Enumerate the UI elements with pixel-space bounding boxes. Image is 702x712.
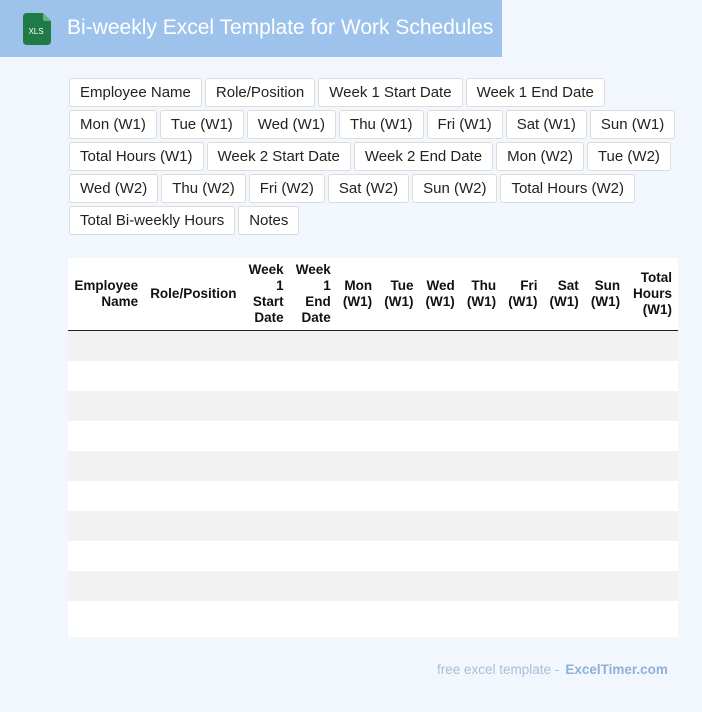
table-cell[interactable] [461,541,502,571]
table-cell[interactable] [585,511,626,541]
table-cell[interactable] [290,571,337,601]
table-cell[interactable] [626,571,678,601]
column-chip[interactable]: Thu (W1) [339,110,424,139]
column-chip[interactable]: Employee Name [69,78,202,107]
table-cell[interactable] [461,391,502,421]
table-cell[interactable] [626,511,678,541]
table-cell[interactable] [502,481,543,511]
table-cell[interactable] [144,511,242,541]
column-chip[interactable]: Fri (W1) [427,110,503,139]
table-cell[interactable] [68,541,144,571]
table-cell[interactable] [502,511,543,541]
column-header[interactable]: Week 1 Start Date [242,258,289,331]
table-cell[interactable] [502,541,543,571]
table-row [68,421,678,451]
table-row [68,601,678,631]
column-chip[interactable]: Fri (W2) [249,174,325,203]
table-row [68,571,678,601]
table-cell[interactable] [337,361,378,391]
table-cell[interactable] [378,541,419,571]
table-cell[interactable] [378,481,419,511]
table-cell[interactable] [378,391,419,421]
table-cell[interactable] [461,571,502,601]
column-tag-list [69,78,689,235]
table-cell[interactable] [543,421,584,451]
table-cell[interactable] [337,421,378,451]
column-chip[interactable]: Notes [238,206,299,235]
table-cell[interactable] [419,421,460,451]
column-chip[interactable]: Wed (W1) [247,110,336,139]
table-cell[interactable] [337,571,378,601]
table-cell[interactable] [626,451,678,481]
column-chip[interactable]: Week 2 Start Date [207,142,351,171]
column-header[interactable]: Role/Position [144,258,242,331]
table-cell[interactable] [626,541,678,571]
column-chip[interactable]: Wed (W2) [69,174,158,203]
table-cell[interactable] [242,571,289,601]
table-cell[interactable] [543,361,584,391]
table-cell[interactable] [290,361,337,391]
column-header[interactable]: Sun (W1) [585,258,626,331]
table-row [68,361,678,391]
table-cell[interactable] [290,511,337,541]
xls-icon-label: XLS [28,27,44,36]
table-cell[interactable] [144,601,242,631]
table-cell[interactable] [419,361,460,391]
table-cell[interactable] [585,361,626,391]
table-cell[interactable] [543,511,584,541]
table-cell[interactable] [502,421,543,451]
table-cell[interactable] [585,571,626,601]
table-cell[interactable] [290,481,337,511]
table-cell[interactable] [144,571,242,601]
column-chip[interactable]: Total Hours (W1) [69,142,204,171]
column-header[interactable]: Sat (W1) [543,258,584,331]
table-cell[interactable] [543,541,584,571]
column-chip[interactable]: Tue (W2) [587,142,671,171]
table-cell[interactable] [378,511,419,541]
footer-brand-link[interactable]: ExcelTimer.com [565,662,668,677]
table-cell[interactable] [144,541,242,571]
column-header[interactable]: Wed (W1) [419,258,460,331]
table-cell[interactable] [585,481,626,511]
column-chip[interactable]: Total Hours (W2) [500,174,635,203]
table-cell[interactable] [419,391,460,421]
table-cell[interactable] [543,571,584,601]
table-cell[interactable] [144,361,242,391]
table-cell[interactable] [626,391,678,421]
table-cell[interactable] [68,331,144,362]
table-row [68,391,678,421]
table-cell[interactable] [68,391,144,421]
table-cell[interactable] [585,541,626,571]
table-cell[interactable] [144,481,242,511]
table-cell[interactable] [68,361,144,391]
table-cell[interactable] [461,481,502,511]
table-cell[interactable] [461,511,502,541]
table-cell[interactable] [502,361,543,391]
table-cell[interactable] [337,601,378,631]
table-cell[interactable] [68,421,144,451]
table-cell[interactable] [502,571,543,601]
column-header[interactable]: Fri (W1) [502,258,543,331]
table-cell[interactable] [337,511,378,541]
table-cell[interactable] [337,331,378,362]
table-cell[interactable] [378,361,419,391]
table-cell[interactable] [68,601,144,631]
column-chip[interactable]: Mon (W2) [496,142,584,171]
table-cell[interactable] [242,391,289,421]
table-cell[interactable] [419,451,460,481]
column-header[interactable]: Thu (W1) [461,258,502,331]
table-cell[interactable] [242,361,289,391]
table-cell[interactable] [419,511,460,541]
table-cell[interactable] [337,481,378,511]
table-cell[interactable] [585,391,626,421]
table-cell[interactable] [378,601,419,631]
table-cell[interactable] [419,571,460,601]
table-cell[interactable] [543,331,584,362]
table-cell[interactable] [585,451,626,481]
table-cell[interactable] [68,481,144,511]
table-cell[interactable] [144,451,242,481]
table-cell[interactable] [290,331,337,362]
table-cell[interactable] [290,601,337,631]
table-cell[interactable] [242,481,289,511]
column-chip[interactable]: Week 1 End Date [466,78,605,107]
table-cell[interactable] [626,601,678,631]
table-cell[interactable] [144,421,242,451]
table-header-row [68,258,678,331]
schedule-table [68,258,678,631]
table-cell[interactable] [290,421,337,451]
table-cell[interactable] [543,451,584,481]
table-row [68,451,678,481]
table-cell[interactable] [242,451,289,481]
column-chip[interactable]: Week 2 End Date [354,142,493,171]
table-cell[interactable] [543,481,584,511]
table-cell[interactable] [242,541,289,571]
table-cell[interactable] [290,451,337,481]
column-header[interactable]: Employee Name [68,258,144,331]
table-cell[interactable] [68,571,144,601]
table-cell[interactable] [502,391,543,421]
footer-credit [437,662,668,677]
column-chip[interactable]: Sat (W2) [328,174,409,203]
table-cell[interactable] [378,421,419,451]
table-cell[interactable] [337,541,378,571]
column-chip[interactable]: Week 1 Start Date [318,78,462,107]
column-header[interactable]: Mon (W1) [337,258,378,331]
column-chip[interactable]: Tue (W1) [160,110,244,139]
table-cell[interactable] [419,481,460,511]
table-row [68,511,678,541]
table-cell[interactable] [626,481,678,511]
schedule-table-container[interactable] [68,258,678,637]
table-cell[interactable] [242,331,289,362]
table-cell[interactable] [461,601,502,631]
table-cell[interactable] [242,601,289,631]
footer-text: free excel template - [437,662,560,677]
table-cell[interactable] [242,421,289,451]
page-title: Bi-weekly Excel Template for Work Schedules [67,16,494,39]
table-cell[interactable] [378,331,419,362]
table-cell[interactable] [419,601,460,631]
column-header[interactable]: Tue (W1) [378,258,419,331]
column-header[interactable]: Week 1 End Date [290,258,337,331]
table-cell[interactable] [543,391,584,421]
table-cell[interactable] [242,511,289,541]
table-cell[interactable] [68,451,144,481]
table-cell[interactable] [543,601,584,631]
column-chip[interactable]: Sat (W1) [506,110,587,139]
column-chip[interactable]: Mon (W1) [69,110,157,139]
table-cell[interactable] [461,451,502,481]
table-cell[interactable] [144,331,242,362]
table-row [68,541,678,571]
excel-file-icon [21,13,51,45]
table-row [68,481,678,511]
table-cell[interactable] [585,601,626,631]
table-cell[interactable] [68,511,144,541]
table-cell[interactable] [337,451,378,481]
table-cell[interactable] [585,421,626,451]
table-cell[interactable] [461,361,502,391]
column-chip[interactable]: Sun (W2) [412,174,497,203]
column-header[interactable]: Total Hours (W1) [626,258,678,331]
table-cell[interactable] [626,421,678,451]
table-cell[interactable] [290,391,337,421]
table-cell[interactable] [144,391,242,421]
table-cell[interactable] [626,331,678,362]
table-cell[interactable] [419,331,460,362]
table-cell[interactable] [461,421,502,451]
column-chip[interactable]: Total Bi-weekly Hours [69,206,235,235]
table-cell[interactable] [502,601,543,631]
title-banner [0,0,502,57]
column-chip[interactable]: Thu (W2) [161,174,246,203]
table-cell[interactable] [419,541,460,571]
table-cell[interactable] [626,361,678,391]
table-cell[interactable] [290,541,337,571]
table-cell[interactable] [585,331,626,362]
table-cell[interactable] [378,571,419,601]
table-cell[interactable] [378,451,419,481]
table-row [68,331,678,362]
table-cell[interactable] [337,391,378,421]
column-chip[interactable]: Sun (W1) [590,110,675,139]
column-chip[interactable]: Role/Position [205,78,315,107]
table-cell[interactable] [502,331,543,362]
table-cell[interactable] [502,451,543,481]
table-cell[interactable] [461,331,502,362]
